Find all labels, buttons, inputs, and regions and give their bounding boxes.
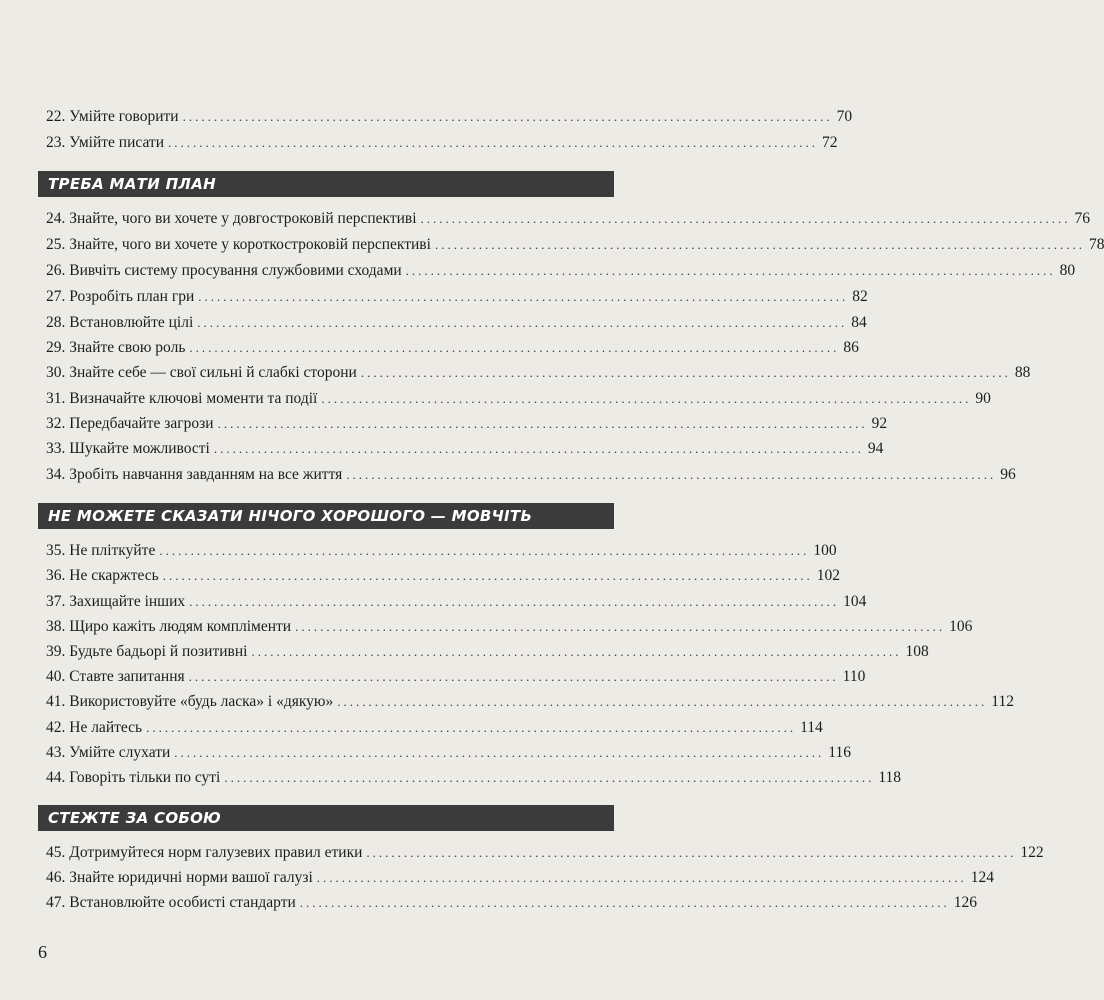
toc-entry xyxy=(46,313,867,333)
toc-entry-title: 43. Умійте слухати xyxy=(46,744,171,761)
toc-entry-page: 112 xyxy=(991,693,1014,710)
dot-leader: ........................................................................................................ xyxy=(213,441,864,456)
toc-entry xyxy=(46,617,973,637)
toc-entry xyxy=(46,768,902,788)
toc-entry xyxy=(46,439,884,459)
toc-entry xyxy=(46,541,837,561)
dot-leader: ........................................................................................................ xyxy=(337,694,988,709)
toc-entry-title: 42. Не лайтесь xyxy=(46,719,143,736)
dot-leader: ........................................................................................................ xyxy=(299,895,950,910)
dot-leader: ........................................................................................................ xyxy=(162,568,813,583)
dot-leader: ........................................................................................................ xyxy=(174,745,825,760)
toc-entry-page: 82 xyxy=(852,288,868,305)
toc-entry xyxy=(46,133,838,153)
toc-entry-page: 80 xyxy=(1059,262,1076,279)
toc-entry-title: 32. Передбачайте загрози xyxy=(46,415,214,432)
toc-entry-title: 34. Зробіть навчання завданням на все життя xyxy=(46,466,343,483)
toc-entry xyxy=(46,667,866,687)
toc-entry xyxy=(46,107,853,127)
toc-entry-page: 86 xyxy=(843,339,859,356)
toc-entry-title: 47. Встановлюйте особисті стандарти xyxy=(46,894,296,911)
toc-entry-title: 39. Будьте бадьорі й позитивні xyxy=(46,643,248,660)
toc-entry xyxy=(46,389,991,409)
toc-entry-page: 88 xyxy=(1014,364,1031,381)
toc-entry-title: 45. Дотримуйтеся норм галузевих правил етики xyxy=(46,844,363,861)
toc-entry xyxy=(46,893,978,913)
toc-entry-page: 96 xyxy=(1000,466,1016,483)
toc-entry-page: 116 xyxy=(828,744,851,761)
dot-leader: ........................................................................................................ xyxy=(360,365,1011,380)
section-heading: ТРЕБА МАТИ ПЛАН xyxy=(38,171,614,197)
dot-leader: ........................................................................................................ xyxy=(189,340,840,355)
dot-leader: ........................................................................................................ xyxy=(188,669,839,684)
dot-leader: ........................................................................................................ xyxy=(182,109,833,124)
dot-leader: ........................................................................................................ xyxy=(251,644,902,659)
dot-leader: ........................................................................................................ xyxy=(420,211,1071,226)
toc-entry-title: 40. Ставте запитання xyxy=(46,668,185,685)
toc-entry-page: 114 xyxy=(800,719,823,736)
toc-entry xyxy=(46,743,851,763)
dot-leader: ........................................................................................................ xyxy=(168,135,819,150)
toc-entry xyxy=(46,718,823,738)
toc-entry-page: 102 xyxy=(816,567,840,584)
toc-entry-page: 100 xyxy=(813,542,837,559)
toc-entry xyxy=(46,566,840,586)
toc-entry-page: 118 xyxy=(878,769,902,786)
dot-leader: ........................................................................................................ xyxy=(197,315,848,330)
dot-leader: ........................................................................................................ xyxy=(346,467,997,482)
section-heading: СТЕЖТЕ ЗА СОБОЮ xyxy=(38,805,614,831)
dot-leader: ........................................................................................................ xyxy=(405,263,1056,278)
toc-entry-title: 38. Щиро кажіть людям компліменти xyxy=(46,618,292,635)
toc-entry-title: 30. Знайте себе — свої сильні й слабкі сторони xyxy=(46,364,357,381)
toc-entry-title: 46. Знайте юридичні норми вашої галузі xyxy=(46,869,313,886)
toc-entry-page: 76 xyxy=(1074,210,1091,227)
toc-entry-title: 31. Визначайте ключові моменти та події xyxy=(46,390,318,407)
dot-leader: ........................................................................................................ xyxy=(189,594,840,609)
toc-entry-page: 84 xyxy=(851,314,867,331)
toc-entry xyxy=(46,363,1031,383)
dot-leader: ........................................................................................................ xyxy=(295,619,946,634)
toc-entry-page: 92 xyxy=(871,415,888,432)
toc-entry-page: 70 xyxy=(836,108,853,125)
page-number: 6 xyxy=(38,942,47,962)
toc-entry-title: 37. Захищайте інших xyxy=(46,593,186,610)
toc-entry-page: 78 xyxy=(1088,236,1104,253)
toc-entry xyxy=(46,209,1091,229)
toc-entry-title: 24. Знайте, чого ви хочете у довгостроковій перспективі xyxy=(46,210,417,227)
toc-entry xyxy=(46,843,1044,863)
toc-entry-page: 124 xyxy=(970,869,995,886)
toc-entry-page: 122 xyxy=(1020,844,1044,861)
toc-entry-page: 108 xyxy=(905,643,929,660)
toc-entry xyxy=(46,642,929,662)
toc-entry-title: 44. Говоріть тільки по суті xyxy=(46,769,221,786)
toc-entry-page: 110 xyxy=(842,668,866,685)
toc-entry-title: 25. Знайте, чого ви хочете у короткостроковій перспективі xyxy=(46,236,431,253)
toc-entry-title: 33. Шукайте можливості xyxy=(46,440,210,457)
toc-entry-title: 35. Не пліткуйте xyxy=(46,542,156,559)
toc-entry-title: 29. Знайте свою роль xyxy=(46,339,186,356)
toc-entry xyxy=(46,261,1076,281)
toc-entry-title: 41. Використовуйте «будь ласка» і «дякую» xyxy=(46,693,334,710)
toc-entry-page: 94 xyxy=(867,440,884,457)
toc-entry-title: 22. Умійте говорити xyxy=(46,108,179,125)
dot-leader: ........................................................................................................ xyxy=(146,720,797,735)
dot-leader: ........................................................................................................ xyxy=(198,289,849,304)
toc-entry-page: 106 xyxy=(949,618,973,635)
toc-entry-title: 26. Вивчіть систему просування службовими сходами xyxy=(46,262,402,279)
toc-entry-title: 36. Не скаржтесь xyxy=(46,567,159,584)
toc-entry-page: 90 xyxy=(975,390,991,407)
section-heading: НЕ МОЖЕТЕ СКАЗАТИ НІЧОГО ХОРОШОГО — МОВЧІТЬ xyxy=(38,503,614,529)
dot-leader: ........................................................................................................ xyxy=(366,845,1017,860)
dot-leader: ........................................................................................................ xyxy=(434,237,1085,252)
toc-entry-page: 72 xyxy=(822,134,838,151)
dot-leader: ........................................................................................................ xyxy=(159,543,810,558)
toc-entry xyxy=(46,338,859,358)
toc-entry xyxy=(46,592,867,612)
dot-leader: ........................................................................................................ xyxy=(217,416,868,431)
toc-entry xyxy=(46,235,1104,255)
toc-entry xyxy=(46,868,995,888)
toc-entry xyxy=(46,414,888,434)
toc-entry-title: 28. Встановлюйте цілі xyxy=(46,314,194,331)
toc-entry-title: 27. Розробіть план гри xyxy=(46,288,195,305)
toc-entry-page: 104 xyxy=(843,593,867,610)
toc-entry xyxy=(46,465,1016,485)
dot-leader: ........................................................................................................ xyxy=(321,391,972,406)
toc-entry xyxy=(46,287,868,307)
toc-entry-page: 126 xyxy=(953,894,978,911)
toc-entry xyxy=(46,692,1014,712)
toc-entry-title: 23. Умійте писати xyxy=(46,134,165,151)
dot-leader: ........................................................................................................ xyxy=(224,770,875,785)
dot-leader: ........................................................................................................ xyxy=(316,870,967,885)
